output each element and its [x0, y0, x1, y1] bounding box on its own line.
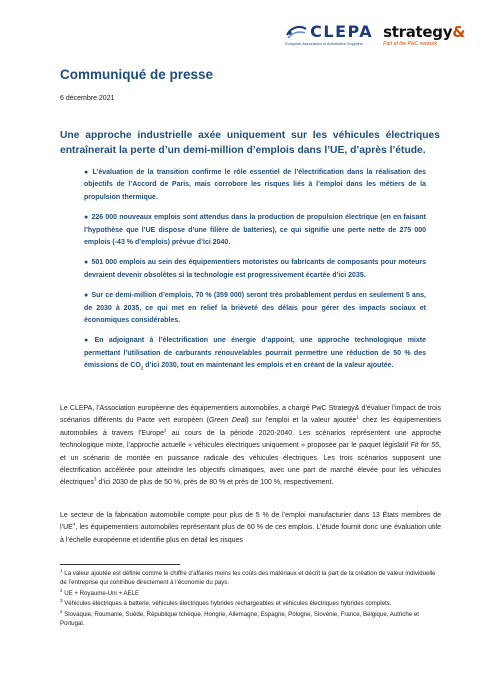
headline: Une approche industrielle axée uniquement sur les véhicules électriques entraînerait la perte d’un demi-million d’emplois dans l’UE, d’après l’étude. — [60, 130, 440, 156]
footnote-ref[interactable]: 4 — [72, 522, 76, 528]
key-point: ● 501 000 emplois au sein des équipementiers motoristes ou fabricants de composants pour moteurs devraient devenir obsolètes si la technologie est progressivement écartée d’ici 2035. — [84, 259, 426, 279]
strategy-tagline: Part of the PwC network — [383, 41, 438, 47]
strategy-ampersand: & — [452, 23, 465, 41]
body-paragraph-1: Le CLEPA, l’Association européenne des équipementiers automobiles, a chargé PwC Strategy& d’évaluer l’impact de trois scénarios différents du Pacte vert européen (Green Deal) sur l’emploi et la valeur ajoutée$^1$ chez les équipementiers automobiles à travers l’Europe$^2$ au cours de la période 2020-2040. Les scénarios représentent une approche technologique mixte, l’approche actuelle « véhicules électriques uniquement » proposée par le paquet législatif Fit for 55, et un scénario de montée en puissance radicale des véhicules électriques. Les trois scénarios supposent une électrification accélérée pour atteindre les objectifs climatiques, avec une part de marché élevée pour les véhicules électriques$^3$ d’ici 2030 de plus de 50 %, près de 80 % et près de 100 %, respectivement. — [60, 405, 442, 487]
footnote-ref[interactable]: 3 — [93, 477, 97, 483]
footnote: $^1$ La valeur ajoutée est définie comme le chiffre d’affaires moins les coûts des matériaux et décrit la part de la création de valeur individuelle de l’entreprise qui contribue directement à l’économie du pays. — [60, 567, 436, 587]
footnote: $^3$ Véhicules électriques à batterie, véhicules électriques hybrides rechargeables et véhicules électriques hybrides complets. — [60, 598, 392, 608]
release-date: 6 décembre 2021 — [60, 95, 115, 102]
footnote-ref[interactable]: 1 — [356, 415, 359, 421]
clepa-tagline: European Association of Automotive Suppliers — [285, 42, 364, 46]
strategy-wordmark: strategy — [383, 23, 453, 41]
clepa-wordmark: CLEPA — [310, 22, 374, 41]
footnote-divider — [60, 564, 180, 565]
key-point: ● L’évaluation de la transition confirme le rôle essentiel de l’électrification dans la réalisation des objectifs de l’Accord de Paris, mais corrobore les risques liés à l’emploi dans les métiers de la propulsion thermique. — [84, 169, 426, 201]
footnotes-list — [60, 569, 441, 629]
key-point-text: L’évaluation de la transition confirme le rôle essentiel de l’électrification dans la réalisation des objectifs de l’Accord de Paris, mais corrobore les risques liés à l’emploi dans les métiers de la propulsion thermique. — [84, 169, 426, 201]
logos — [285, 24, 465, 47]
key-point: ● En adjoignant à l’électrification une énergie d’appoint, une approche technologique mixte permettant l’utilisation de carburants renouvelables pourrait permettre une réduction de 50 % des émissions de $CO_2$ d’ici 2030, tout en maintenant les emplois et en créant de la valeur ajoutée. — [84, 337, 426, 371]
key-point: ● Sur ce demi-million d’emplois, 70 % (359 000) seront très probablement perdus en seulement 5 ans, de 2030 à 2035, ce qui met en relief la brièveté des délais pour gérer des impacts sociaux et économiques considérables. — [84, 292, 426, 325]
key-points-list — [84, 167, 426, 381]
page-title: Communiqué de presse — [60, 67, 214, 82]
key-point-text: 226 000 nouveaux emplois sont attendus dans la production de propulsion électrique (en en faisant l’hypothèse que l’UE dispose d’une filière de batteries), ce qui signifie une perte nette de 275 000 emplois (-43 % d’emplois) prévue d’ici 2040. — [84, 214, 426, 247]
clepa-logo — [285, 24, 373, 46]
clepa-swoosh-icon — [285, 24, 307, 40]
footnote: $^2$ UE + Royaume-Uni + AELE — [60, 587, 140, 597]
key-point: ● 226 000 nouveaux emplois sont attendus dans la production de propulsion électrique (en en faisant l’hypothèse que l’UE dispose d’une filière de batteries), ce qui signifie une perte nette de 275 000 emplois (-43 % d’emplois) prévue d’ici 2040. — [84, 214, 426, 247]
strategy-logo — [383, 24, 465, 47]
key-point-text: Sur ce demi-million d’emplois, 70 % (359 000) seront très probablement perdus en seulement 5 ans, de 2030 à 2035, ce qui met en relief la brièveté des délais pour gérer des impacts sociaux et économiques considérables. — [84, 292, 426, 325]
footnote-ref[interactable]: 2 — [164, 427, 167, 433]
body-paragraph-2: Le secteur de la fabrication automobile compte pour plus de 5 % de l’emploi manufacturier dans 13 États membres de $l’UE^4$, les équipementiers automobiles représentant plus de 60 % de ces emplois. L’étude fournit donc une évaluation utile à l’échelle européenne et identifie plus en détail les risques — [60, 512, 441, 544]
key-point-text: 501 000 emplois au sein des équipementiers motoristes ou fabricants de composants pour moteurs devraient devenir obsolètes si la technologie est progressivement écartée d’ici 2035. — [84, 259, 426, 279]
footnote: $^4$ Slovaquie, Roumanie, Suède, République tchèque, Hongrie, Allemagne, Espagne, Pologne, Slovénie, France, Belgique, Autriche et Portugal. — [60, 608, 419, 628]
